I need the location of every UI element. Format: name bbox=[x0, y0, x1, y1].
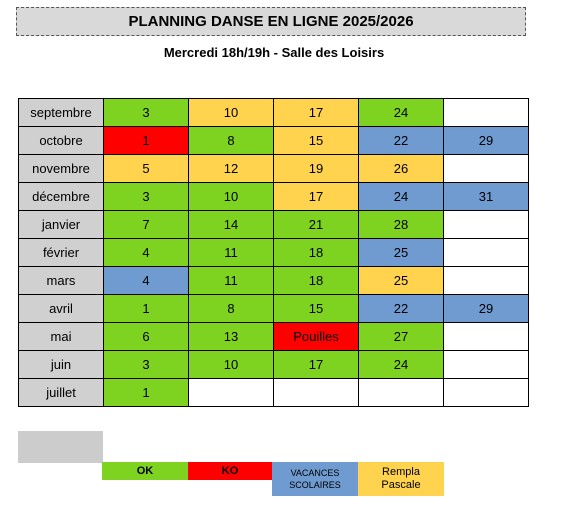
date-cell: 11 bbox=[189, 267, 274, 295]
date-cell: 11 bbox=[189, 239, 274, 267]
legend-ok bbox=[102, 462, 188, 480]
date-cell: 4 bbox=[104, 267, 189, 295]
legend-vacances-line1: VACANCES bbox=[290, 468, 340, 478]
date-cell: 25 bbox=[359, 239, 444, 267]
date-cell bbox=[444, 267, 529, 295]
date-cell: 3 bbox=[104, 99, 189, 127]
date-cell: 6 bbox=[104, 323, 189, 351]
table-row bbox=[19, 323, 529, 351]
date-cell: Pouilles bbox=[274, 323, 359, 351]
date-cell: 1 bbox=[104, 295, 189, 323]
page-title-box bbox=[16, 7, 526, 36]
legend-rempla bbox=[358, 462, 444, 496]
table-row bbox=[19, 127, 529, 155]
legend-vacances-line2: SCOLAIRES bbox=[289, 480, 341, 490]
table-row bbox=[19, 155, 529, 183]
date-cell bbox=[444, 211, 529, 239]
date-cell: 25 bbox=[359, 267, 444, 295]
date-cell: 18 bbox=[274, 239, 359, 267]
legend-rempla-line1: Rempla bbox=[382, 466, 420, 478]
date-cell bbox=[444, 379, 529, 407]
month-label: janvier bbox=[19, 211, 104, 239]
date-cell bbox=[444, 239, 529, 267]
date-cell: 15 bbox=[274, 295, 359, 323]
page-title: PLANNING DANSE EN LIGNE 2025/2026 bbox=[128, 13, 414, 30]
date-cell: 15 bbox=[274, 127, 359, 155]
date-cell: 8 bbox=[189, 295, 274, 323]
date-cell: 24 bbox=[359, 183, 444, 211]
date-cell: 26 bbox=[359, 155, 444, 183]
legend-ok-label: OK bbox=[136, 465, 154, 477]
legend-ko-label: KO bbox=[221, 465, 239, 477]
date-cell: 10 bbox=[189, 351, 274, 379]
date-cell: 22 bbox=[359, 127, 444, 155]
date-cell: 31 bbox=[444, 183, 529, 211]
date-cell: 18 bbox=[274, 267, 359, 295]
date-cell: 17 bbox=[274, 183, 359, 211]
date-cell: 29 bbox=[444, 295, 529, 323]
planning-table bbox=[18, 98, 529, 407]
table-row bbox=[19, 239, 529, 267]
date-cell: 5 bbox=[104, 155, 189, 183]
date-cell: 24 bbox=[359, 99, 444, 127]
month-label: novembre bbox=[19, 155, 104, 183]
page-subtitle: Mercredi 18h/19h - Salle des Loisirs bbox=[163, 45, 385, 60]
month-label: mars bbox=[19, 267, 104, 295]
date-cell: 1 bbox=[104, 127, 189, 155]
date-cell bbox=[274, 379, 359, 407]
date-cell: 14 bbox=[189, 211, 274, 239]
date-cell: 12 bbox=[189, 155, 274, 183]
date-cell: 22 bbox=[359, 295, 444, 323]
table-row bbox=[19, 295, 529, 323]
date-cell: 29 bbox=[444, 127, 529, 155]
date-cell bbox=[444, 155, 529, 183]
date-cell: 3 bbox=[104, 183, 189, 211]
table-row bbox=[19, 211, 529, 239]
date-cell: 7 bbox=[104, 211, 189, 239]
date-cell: 4 bbox=[104, 239, 189, 267]
legend-vacances bbox=[272, 462, 358, 496]
month-label: juillet bbox=[19, 379, 104, 407]
date-cell: 13 bbox=[189, 323, 274, 351]
date-cell: 28 bbox=[359, 211, 444, 239]
month-label: février bbox=[19, 239, 104, 267]
date-cell: 17 bbox=[274, 99, 359, 127]
table-row bbox=[19, 379, 529, 407]
month-label: septembre bbox=[19, 99, 104, 127]
date-cell bbox=[444, 99, 529, 127]
date-cell: 10 bbox=[189, 183, 274, 211]
month-label: avril bbox=[19, 295, 104, 323]
date-cell: 10 bbox=[189, 99, 274, 127]
legend-ko bbox=[188, 462, 272, 480]
month-label: juin bbox=[19, 351, 104, 379]
table-row bbox=[19, 99, 529, 127]
month-label: décembre bbox=[19, 183, 104, 211]
date-cell: 19 bbox=[274, 155, 359, 183]
table-row bbox=[19, 183, 529, 211]
legend-rempla-line2: Pascale bbox=[381, 479, 421, 491]
month-label: mai bbox=[19, 323, 104, 351]
date-cell: 27 bbox=[359, 323, 444, 351]
date-cell: 8 bbox=[189, 127, 274, 155]
date-cell: 3 bbox=[104, 351, 189, 379]
date-cell: 1 bbox=[104, 379, 189, 407]
date-cell bbox=[359, 379, 444, 407]
date-cell: 17 bbox=[274, 351, 359, 379]
date-cell bbox=[189, 379, 274, 407]
date-cell bbox=[444, 351, 529, 379]
month-label: octobre bbox=[19, 127, 104, 155]
month-column-filler bbox=[18, 431, 103, 463]
table-row bbox=[19, 267, 529, 295]
date-cell bbox=[444, 323, 529, 351]
date-cell: 24 bbox=[359, 351, 444, 379]
date-cell: 21 bbox=[274, 211, 359, 239]
table-row bbox=[19, 351, 529, 379]
